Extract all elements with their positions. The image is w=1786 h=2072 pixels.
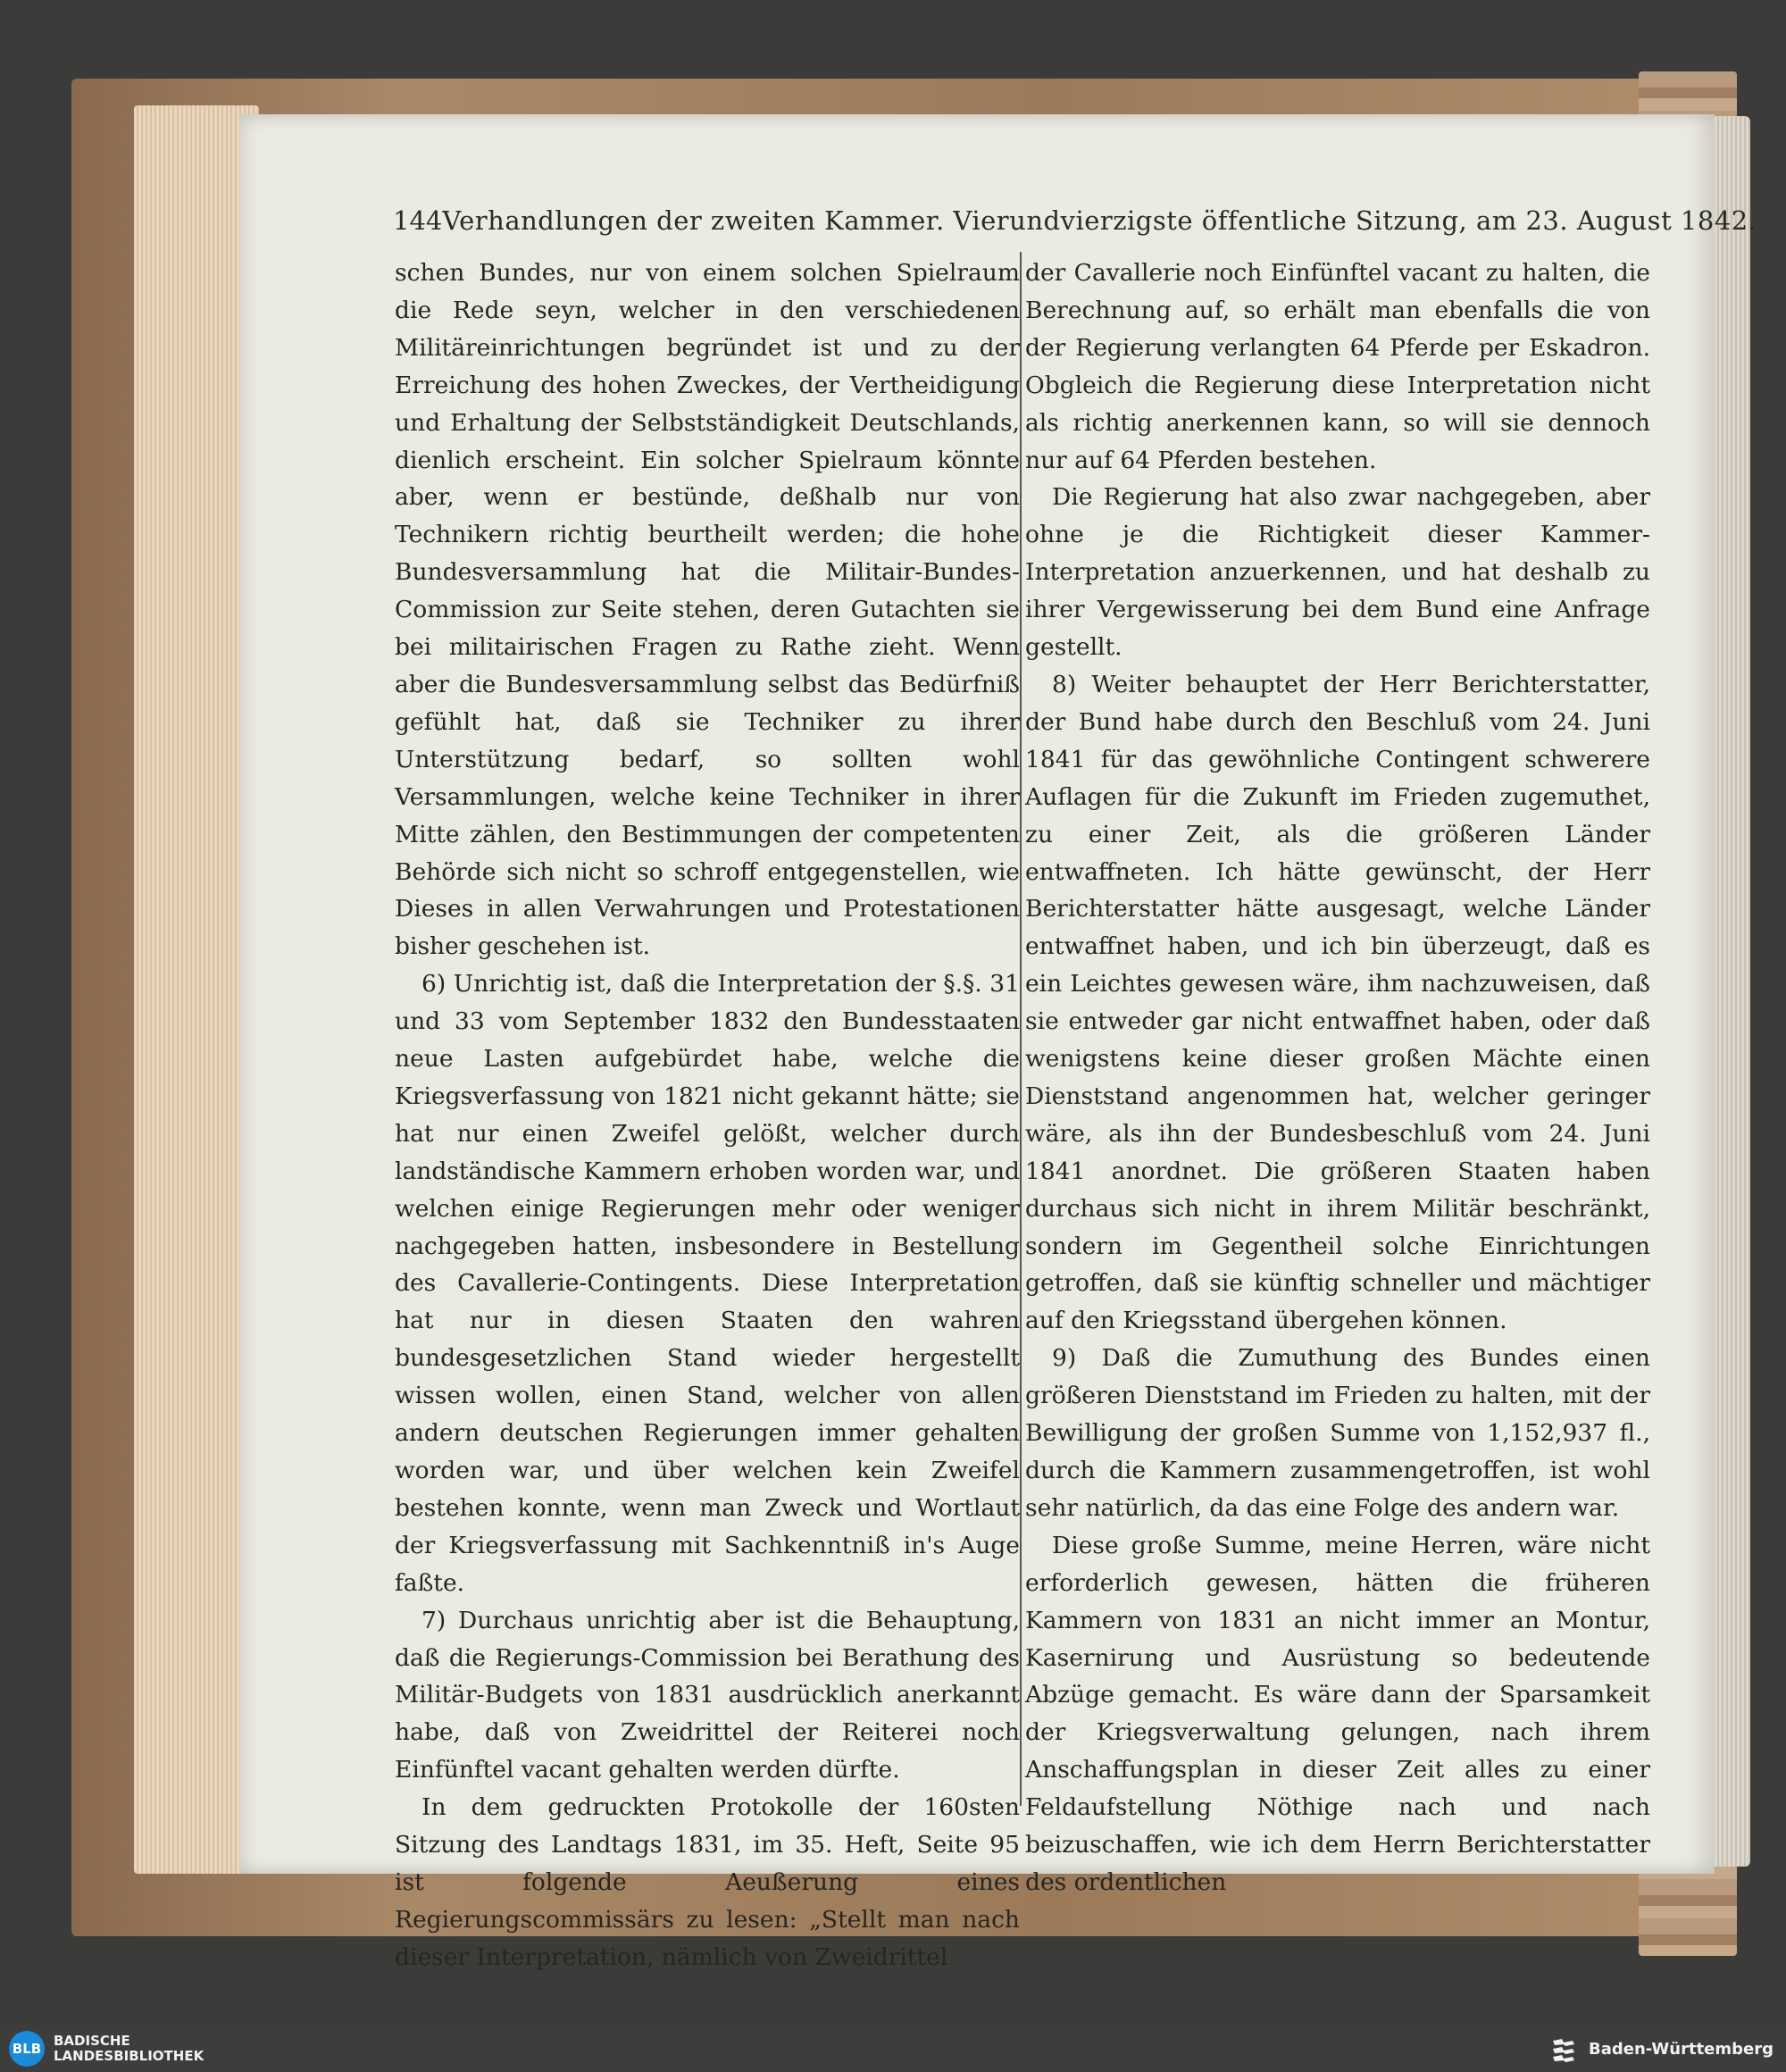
left-column <box>395 255 1020 1976</box>
page-number: 144 <box>393 205 443 236</box>
page-header <box>393 198 1757 243</box>
right-column <box>1025 255 1650 1901</box>
paragraph: In dem gedruckten Protokolle der 160sten Sitzung des Landtags 1831, im 35. Heft, Seite 95 ist folgende Aeußerung eines Regierungscommissärs zu lesen: „Stellt man nach dieser Interpretation, nämlich von Zweidrittel <box>395 1793 1020 1971</box>
column-divider <box>1020 252 1022 1806</box>
bw-logo[interactable] <box>1549 2034 1773 2064</box>
bw-name: Baden-Württemberg <box>1588 2039 1773 2059</box>
footer-bar <box>0 2026 1786 2072</box>
paragraph: Die Regierung hat also zwar nachgegeben, aber ohne je die Richtigkeit dieser Kammer-Interpretation anzuerkennen, und hat deshalb zu ihrer Vergewisserung bei dem Bund eine Anfrage gestellt. <box>1025 483 1650 662</box>
blb-name-line1: BADISCHE <box>54 2033 130 2049</box>
paragraph: Diese große Summe, meine Herren, wäre nicht erforderlich gewesen, hätten die früheren Kammern von 1831 an nicht immer an Montur, Kasernirung und Ausrüstung so bedeutende Abzüge gemacht. Es wäre dann der Sparsamkeit der Kriegsverwaltung gelungen, nach ihrem Anschaffungsplan in dieser Zeit alles zu einer Feldaufstellung Nöthige nach und nach beizuschaffen, wie ich dem Herrn Berichterstatter des ordentlichen <box>1025 1531 1650 1896</box>
paragraph: der Cavallerie noch Einfünftel vacant zu halten, die Berechnung auf, so erhält man ebenfalls die von der Regierung verlangten 64 Pferde per Eskadron. Obgleich die Regierung diese Interpretation nicht als richtig anerkennen kann, so will sie dennoch nur auf 64 Pferden bestehen. <box>1025 259 1650 474</box>
paragraph: 6) Unrichtig ist, daß die Interpretation der §.§. 31 und 33 vom September 1832 den Bundesstaaten neue Lasten aufgebürdet habe, welche die Kriegsverfassung von 1821 nicht gekannt hätte; sie hat nur einen Zweifel gelößt, welcher durch landständische Kammern erhoben worden war, und welchen einige Regierungen mehr oder weniger nachgegeben hatten, insbesondere in Bestellung des Cavallerie-Contingents. Diese Interpretation hat nur in diesen Staaten den wahren bundesgesetzlichen Stand wieder hergestellt wissen wollen, einen Stand, welcher von allen andern deutschen Regierungen immer gehalten worden war, und über welchen kein Zweifel bestehen konnte, wenn man Zweck und Wortlaut der Kriegsverfassung mit Sachkenntniß in's Auge faßte. <box>395 970 1020 1597</box>
paragraph: schen Bundes, nur von einem solchen Spielraum die Rede seyn, welcher in den verschiedenen Militäreinrichtungen begründet ist und zu der Erreichung des hohen Zweckes, der Vertheidigung und Erhaltung der Selbstständigkeit Deutschlands, dienlich erscheint. Ein solcher Spielraum könnte aber, wenn er bestünde, deßhalb nur von Technikern richtig beurtheilt werden; die hohe Bundesversammlung hat die Militair-Bundes-Commission zur Seite stehen, deren Gutachten sie bei militairischen Fragen zu Rathe zieht. Wenn aber die Bundesversammlung selbst das Bedürfniß gefühlt hat, daß sie Techniker zu ihrer Unterstützung bedarf, so sollten wohl Versammlungen, welche keine Techniker in ihrer Mitte zählen, den Bestimmungen der competenten Behörde sich nicht so schroff entgegenstellen, wie Dieses in allen Verwahrungen und Protestationen bisher geschehen ist. <box>395 259 1020 961</box>
paragraph: 7) Durchaus unrichtig aber ist die Behauptung, daß die Regierungs-Commission bei Berathung des Militär-Budgets von 1831 ausdrücklich anerkannt habe, daß von Zweidrittel der Reiterei noch Einfünftel vacant gehalten werden dürfte. <box>395 1606 1020 1784</box>
blb-logo[interactable] <box>9 2031 204 2067</box>
blb-badge-icon: BLB <box>9 2031 45 2067</box>
running-title: Verhandlungen der zweiten Kammer. Vierundvierzigste öffentliche Sitzung, am 23. August 1842. <box>442 205 1757 236</box>
paragraph: 9) Daß die Zumuthung des Bundes einen größeren Dienststand im Frieden zu halten, mit der Bewilligung der großen Summe von 1,152,937 fl., durch die Kammern zusammengetroffen, ist wohl sehr natürlich, da das eine Folge des andern war. <box>1025 1344 1650 1522</box>
blb-name <box>54 2034 204 2064</box>
paragraph: 8) Weiter behauptet der Herr Berichterstatter, der Bund habe durch den Beschluß vom 24. Juni 1841 für das gewöhnliche Contingent schwerere Auflagen für die Zukunft im Frieden zugemuthet, zu einer Zeit, als die größeren Länder entwaffneten. Ich hätte gewünscht, der Herr Berichterstatter hätte ausgesagt, welche Länder entwaffnet haben, und ich bin überzeugt, daß es ein Leichtes gewesen wäre, ihm nachzuweisen, daß sie entweder gar nicht entwaffnet haben, oder daß wenigstens keine dieser großen Mächte einen Dienststand angenommen hat, welcher geringer wäre, als ihn der Bundesbeschluß vom 24. Juni 1841 anordnet. Die größeren Staaten haben durchaus sich nicht in ihrem Militär beschränkt, sondern im Gegentheil solche Einrichtungen getroffen, daß sie künftig schneller und mächtiger auf den Kriegsstand übergehen können. <box>1025 670 1650 1335</box>
lions-crest-icon <box>1549 2034 1580 2064</box>
blb-name-line2: LANDESBIBLIOTHEK <box>54 2048 204 2064</box>
